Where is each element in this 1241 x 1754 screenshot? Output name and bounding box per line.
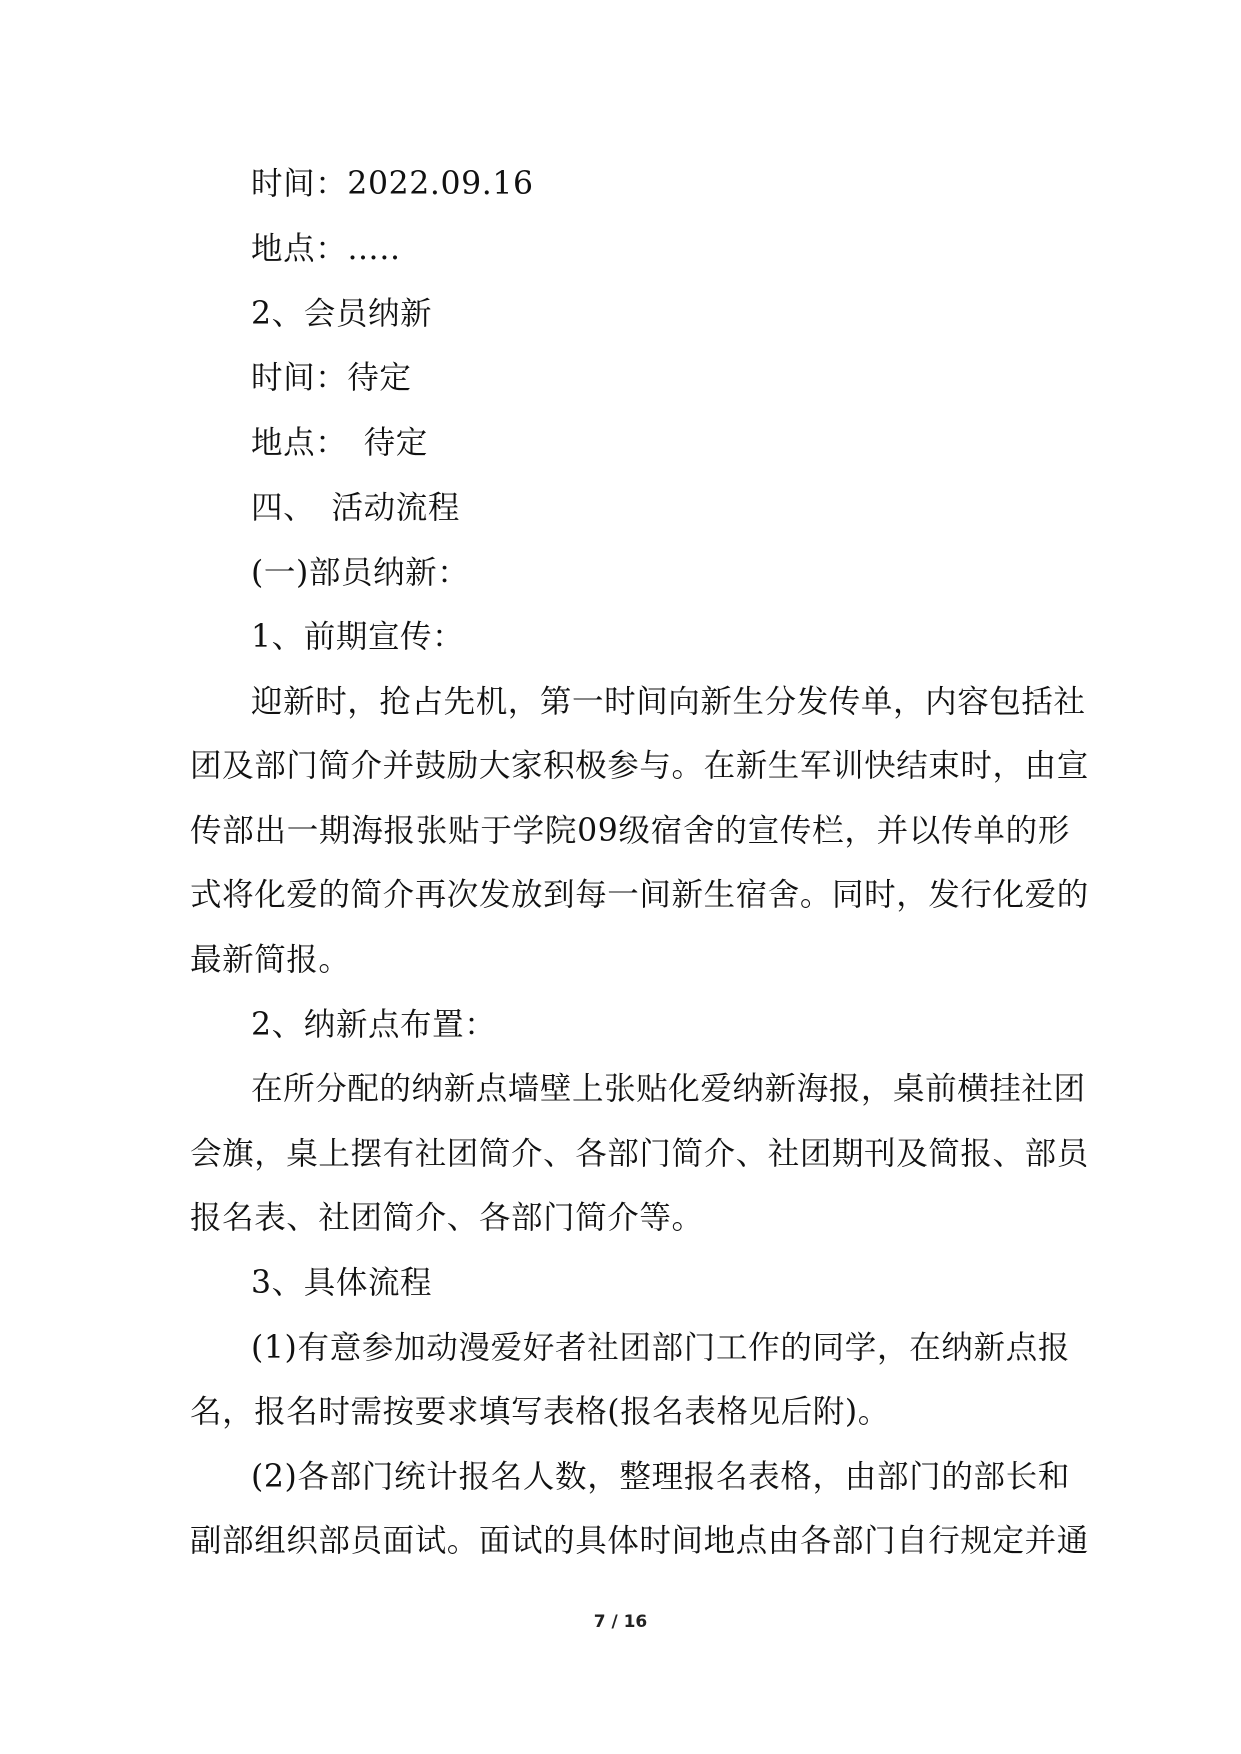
paragraph-line: 在所分配的纳新点墙壁上张贴化爱纳新海报，桌前横挂社团 xyxy=(251,1071,1086,1107)
paragraph-line: 副部组织部员面试。面试的具体时间地点由各部门自行规定并通 xyxy=(190,1523,1089,1559)
item-heading: 1、前期宣传： xyxy=(251,619,465,655)
event-time-line: 时间：2022.09.16 xyxy=(251,166,534,202)
paragraph-line: 会旗，桌上摆有社团简介、各部门简介、社团期刊及简报、部员 xyxy=(190,1136,1089,1172)
paragraph-line: 迎新时，抢占先机，第一时间向新生分发传单，内容包括社 xyxy=(251,684,1086,720)
paragraph-line: 团及部门简介并鼓励大家积极参与。在新生军训快结束时，由宣 xyxy=(190,748,1089,784)
event-location-line: 地点：….. xyxy=(251,231,401,267)
item-heading: 3、具体流程 xyxy=(251,1265,433,1301)
paragraph-line: 名，报名时需按要求填写表格(报名表格见后附)。 xyxy=(190,1394,890,1430)
paragraph-line: 式将化爱的简介再次发放到每一间新生宿舍。同时，发行化爱的 xyxy=(190,877,1089,913)
paragraph-line: 报名表、社团简介、各部门简介等。 xyxy=(190,1200,704,1236)
paragraph-line: 传部出一期海报张贴于学院09级宿舍的宣传栏，并以传单的形 xyxy=(190,813,1070,849)
subsection-heading: (一)部员纳新： xyxy=(251,555,470,591)
member-time-line: 时间：待定 xyxy=(251,360,412,396)
paragraph-line: 最新简报。 xyxy=(190,942,351,978)
page-number: 7 / 16 xyxy=(593,1612,648,1632)
paragraph-line: (1)有意参加动漫爱好者社团部门工作的同学，在纳新点报 xyxy=(251,1330,1070,1366)
section-heading: 四、 活动流程 xyxy=(251,490,460,526)
paragraph-line: (2)各部门统计报名人数，整理报名表格，由部门的部长和 xyxy=(251,1459,1070,1495)
member-location-line: 地点： 待定 xyxy=(251,425,428,461)
section-heading: 2、会员纳新 xyxy=(251,296,433,332)
item-heading: 2、纳新点布置： xyxy=(251,1007,497,1043)
